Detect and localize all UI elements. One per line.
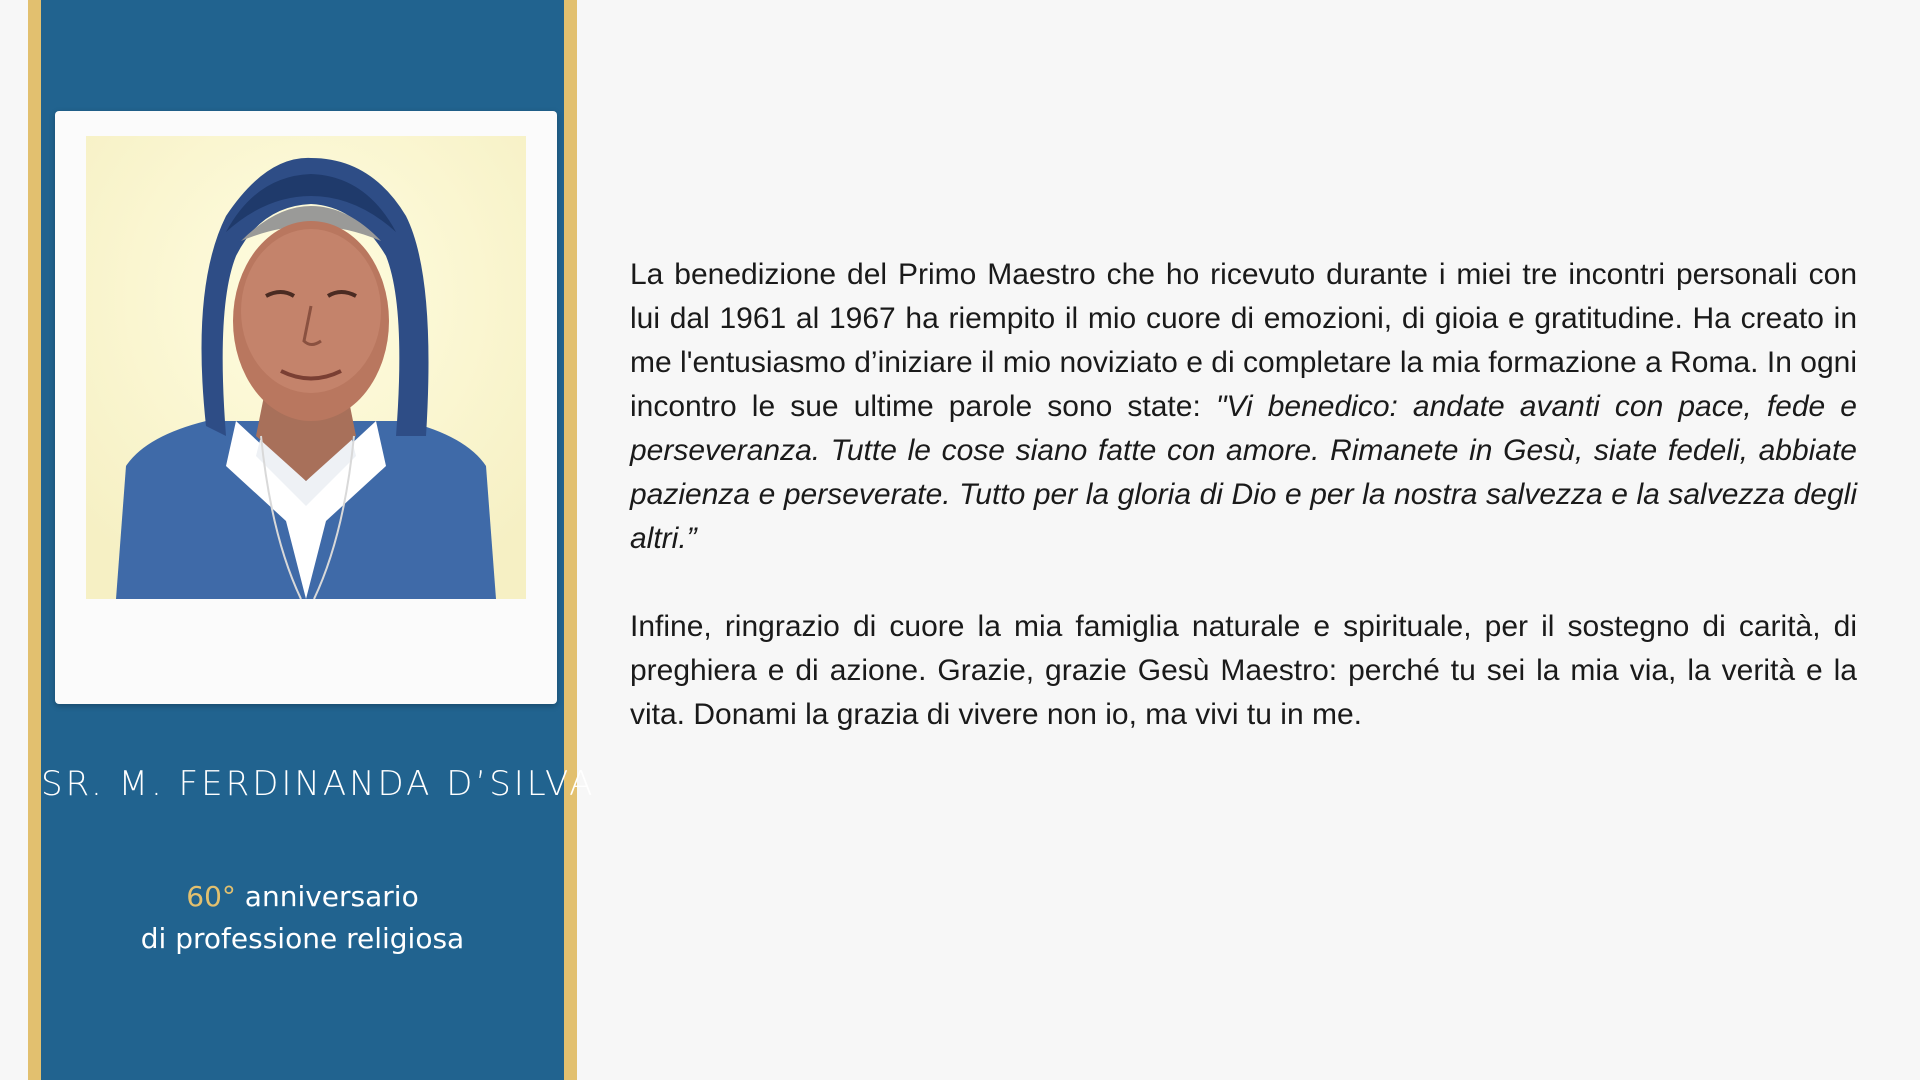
anniversary-years: 60° [186, 880, 236, 913]
paragraph-1-quote: "Vi benedico: andate avanti con pace, fede e perseveranza. Tutte le cose siano fatte con amore. Rimanete in Gesù, siate fedeli, abbiate pazienza e perseverate. Tutto per la gloria di Dio e per la nostra salvezza e la salvezza degli altri.” [630, 390, 1857, 555]
paragraph-1 [630, 253, 1857, 561]
anniversary-caption [41, 876, 564, 960]
anniversary-line-1 [41, 876, 564, 918]
paragraph-1-text: La benedizione del Primo Maestro che ho ricevuto durante i miei tre incontri personali con lui dal 1961 al 1967 ha riempito il mio cuore di emozioni, di gioia e gratitudine. Ha creato in me l'entusiasmo d’iniziare il mio noviziato e di completare la mia formazione a Roma. In ogni incontro le sue ultime parole sono state: [630, 258, 1857, 423]
anniversary-line-2: di professione religiosa [140, 922, 465, 955]
anniversary-label: anniversario [235, 880, 419, 913]
testimony-text [630, 253, 1857, 737]
portrait-photo [86, 136, 526, 599]
person-name: SR. M. FERDINANDA D’SILVA [41, 764, 596, 804]
paragraph-2: Infine, ringrazio di cuore la mia famiglia naturale e spirituale, per il sostegno di carità, di preghiera e di azione. Grazie, grazie Gesù Maestro: perché tu sei la mia via, la verità e la vita. Donami la grazia di vivere non io, ma vivi tu in me. [630, 610, 1857, 731]
photo-frame [55, 111, 557, 704]
profile-panel [28, 0, 596, 1080]
portrait-illustration [86, 136, 526, 599]
